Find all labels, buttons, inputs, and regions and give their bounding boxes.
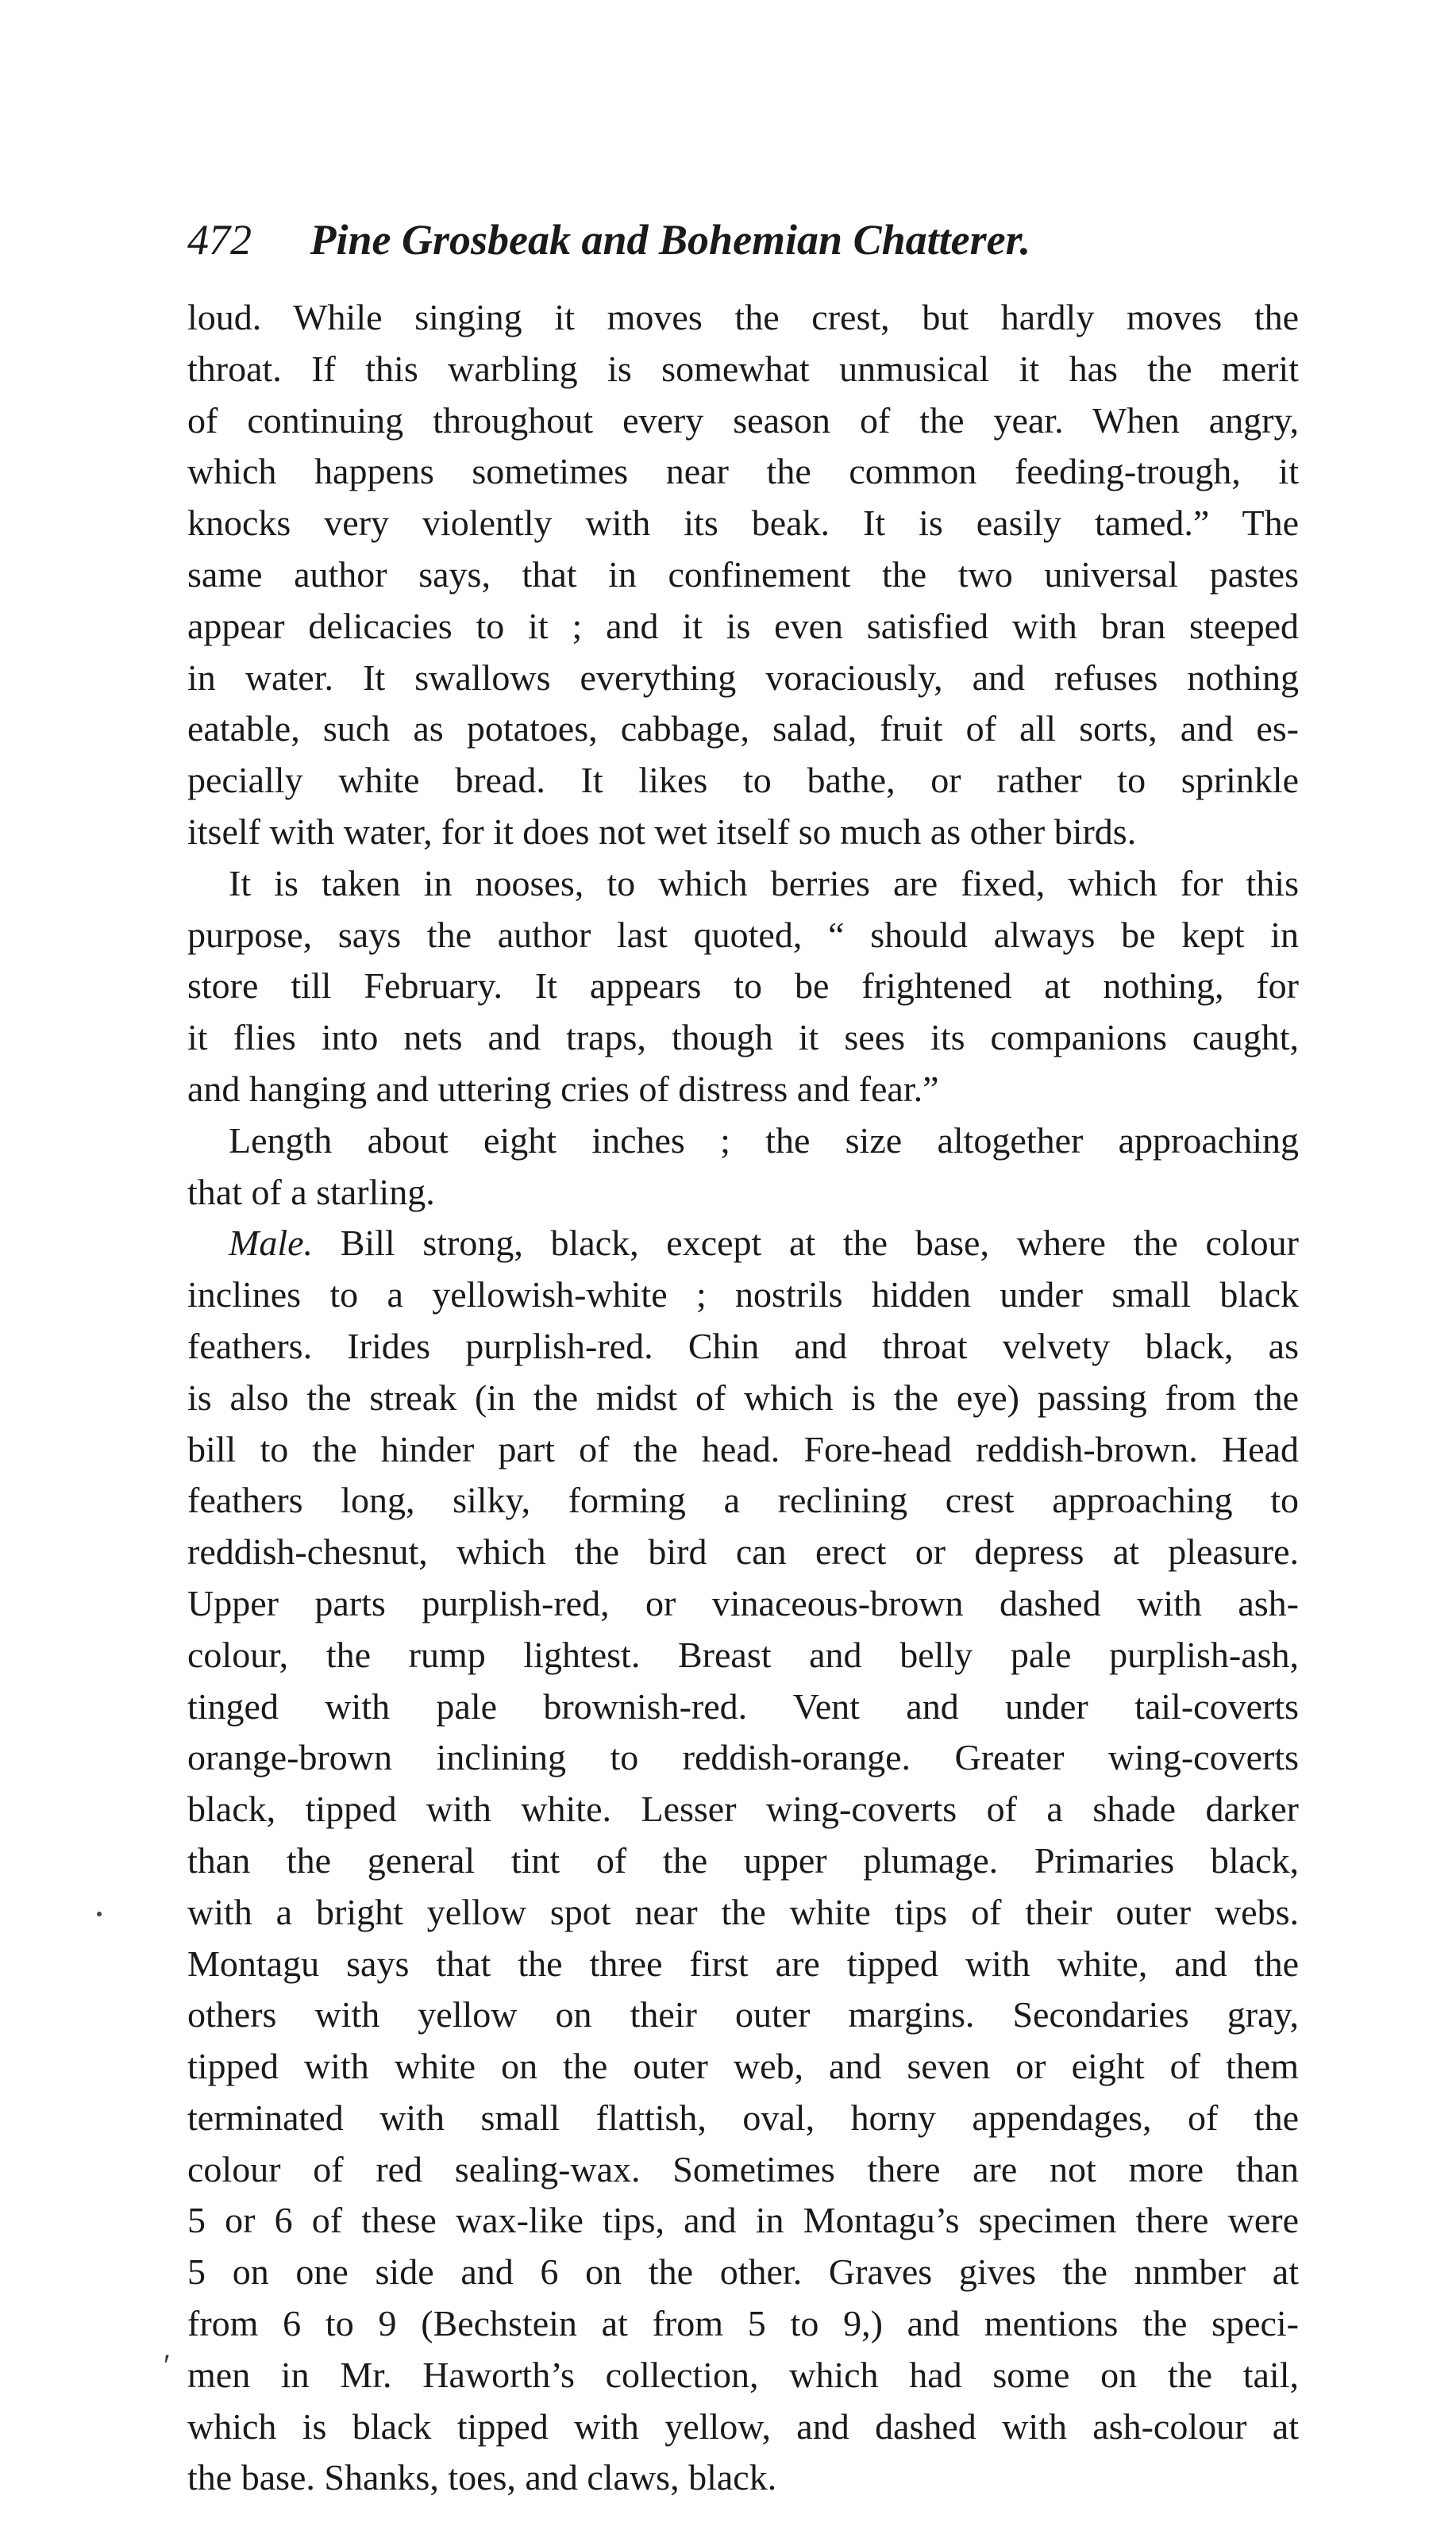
text-line: It is taken in nooses, to which berries are fixed, which for this [229,862,1299,903]
text-line: feathers. Irides purplish-red. Chin and throat velvety black, as [187,1325,1299,1366]
text-line: throat. If this warbling is somewhat unmusical it has the merit [187,348,1299,389]
running-title: Pine Grosbeak and Bohemian Chatterer. [310,216,1031,264]
text-line: same author says, that in confinement the two universal pastes [187,553,1299,595]
text-line: men in Mr. Haworth’s collection, which had some on the tail, [187,2354,1299,2395]
text-line: itself with water, for it does not wet itself so much as other birds. [187,811,1137,852]
text-line: the base. Shanks, toes, and claws, black. [187,2457,777,2498]
text-line: colour, the rump lightest. Breast and belly pale purplish-ash, [187,1634,1299,1675]
text-line: inclines to a yellowish-white ; nostrils hidden under small black [187,1274,1299,1315]
text-line: that of a starling. [187,1171,435,1212]
text-line: and hanging and uttering cries of distress and fear.” [187,1068,939,1109]
text-line: knocks very violently with its beak. It is easily tamed.” The [187,503,1299,544]
text-line: tipped with white on the outer web, and seven or eight of them [187,2046,1299,2087]
text-line: of continuing throughout every season of the year. When angry, [187,399,1299,441]
text-line: black, tipped with white. Lesser wing-coverts of a shade darker [187,1789,1299,1830]
text-line: with a bright yellow spot near the white tips of their outer webs. [187,1891,1299,1932]
text-line: is also the streak (in the midst of which is the eye) passing from the [187,1377,1299,1418]
text-line: purpose, says the author last quoted, “ should always be kept in [187,914,1299,955]
margin-ink-dot [97,1912,102,1916]
male-description-start: Bill strong, black, except at the base, where the colour [340,1223,1300,1264]
text-line: reddish-chesnut, which the bird can erect or depress at pleasure. [187,1531,1299,1573]
text-line: store till February. It appears to be frightened at nothing, for [187,965,1299,1007]
text-line: Montagu says that the three first are tipped with white, and the [187,1943,1299,1984]
text-line: eatable, such as potatoes, cabbage, salad, fruit of all sorts, and es- [187,708,1299,749]
text-line: than the general tint of the upper plumage. Primaries black, [187,1839,1299,1881]
running-header [187,208,1299,272]
text-line: orange-brown inclining to reddish-orange. Greater wing-coverts [187,1737,1299,1778]
text-line: Upper parts purplish-red, or vinaceous-brown dashed with ash- [187,1582,1299,1623]
text-line: loud. While singing it moves the crest, but hardly moves the [187,297,1299,337]
text-line: which is black tipped with yellow, and dashed with ash-colour at [187,2405,1299,2447]
body-text [187,292,1299,2504]
text-line: 5 or 6 of these wax-like tips, and in Montagu’s specimen there were [187,2200,1299,2241]
text-line: terminated with small flattish, oval, horny appendages, of the [187,2097,1299,2138]
text-line-male [187,1218,1299,1269]
text-line: bill to the hinder part of the head. Fore-head reddish-brown. Head [187,1428,1299,1469]
text-line: which happens sometimes near the common feeding-trough, it [187,451,1299,492]
text-line: it flies into nets and traps, though it sees its companions caught, [187,1017,1299,1058]
page-number: 472 [187,216,252,264]
text-line: appear delicacies to it ; and it is even satisfied with bran steeped [187,605,1299,646]
text-line: 5 on one side and 6 on the other. Graves gives the nnmber at [187,2251,1299,2293]
text-line: colour of red sealing-wax. Sometimes there are not more than [187,2148,1299,2189]
margin-pencil-mark: ′ [164,2347,171,2383]
text-line: in water. It swallows everything voraciously, and refuses nothing [187,657,1299,698]
text-line: from 6 to 9 (Bechstein at from 5 to 9,) and mentions the speci- [187,2303,1299,2344]
male-label: Male. [229,1223,314,1264]
text-line: tinged with pale brownish-red. Vent and under tail-coverts [187,1685,1299,1727]
text-line: Length about eight inches ; the size altogether approaching [229,1119,1299,1161]
text-line: feathers long, silky, forming a reclining crest approaching to [187,1480,1299,1521]
text-line: pecially white bread. It likes to bathe, or rather to sprinkle [187,760,1299,801]
text-line: others with yellow on their outer margins. Secondaries gray, [187,1994,1299,2035]
